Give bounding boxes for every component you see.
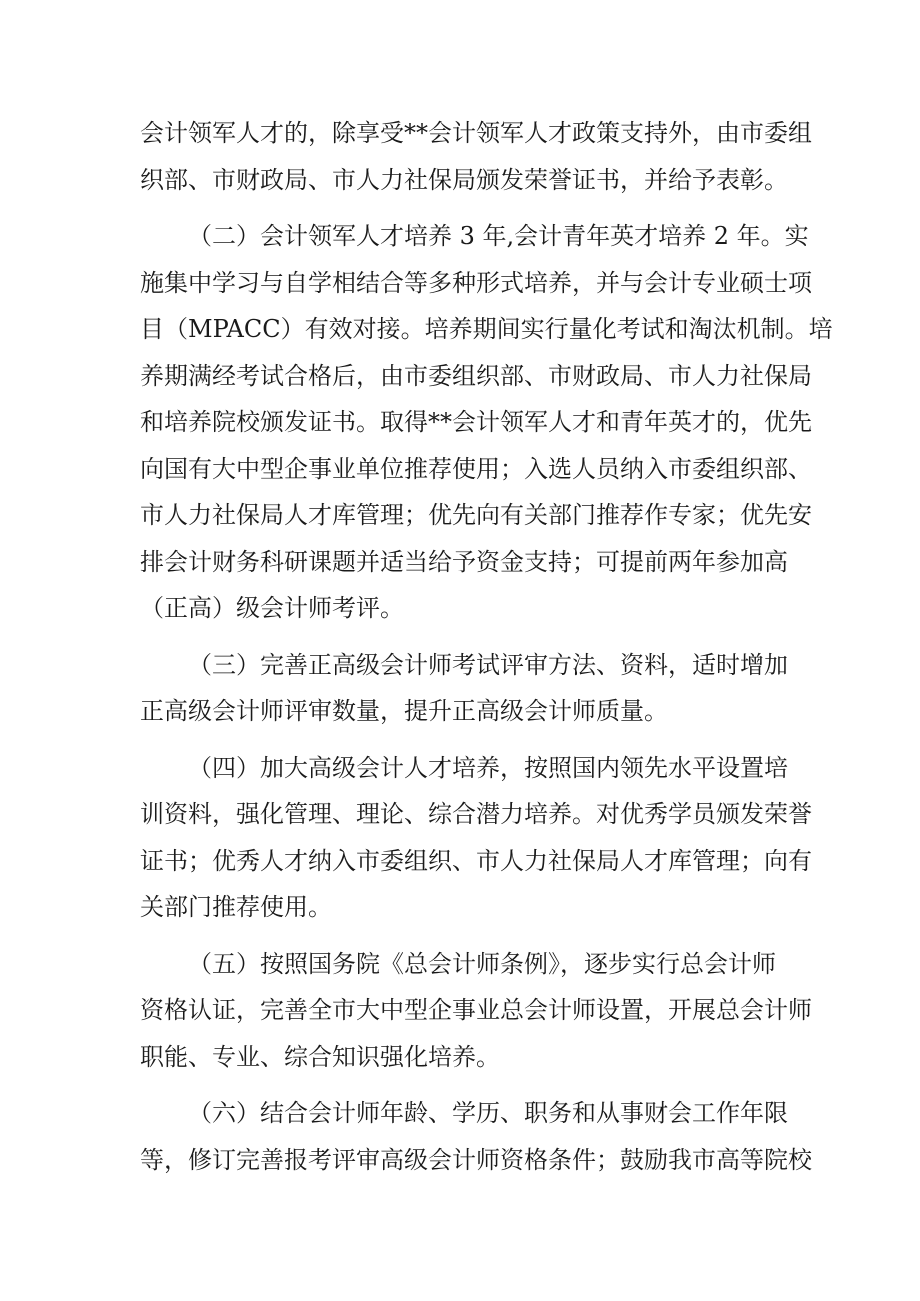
paragraph-3 [140,642,790,735]
paragraph-line: （五）按照国务院《总会计师条例》，逐步实行总会计师 [188,949,776,978]
paragraph-line: 证书；优秀人才纳入市委组织、市人力社保局人才库管理；向有 [140,846,812,875]
paragraph-line: 排会计财务科研课题并适当给予资金支持；可提前两年参加高 [140,547,788,576]
paragraph-line: 施集中学习与自学相结合等多种形式培养，并与会计专业硕士项 [140,268,812,297]
paragraph-line: （二）会计领军人才培养 3 年,会计青年英才培养 2 年。实 [188,222,809,250]
paragraph-line: （六）结合会计师年龄、学历、职务和从事财会工作年限 [188,1099,788,1127]
paragraph-line: 训资料，强化管理、理论、综合潜力培养。对优秀学员颁发荣誉 [140,800,812,828]
paragraph-line: 织部、市财政局、市人力社保局颁发荣誉证书，并给予表彰。 [140,165,788,194]
paragraph-5 [140,941,812,1081]
paragraph-line: 目（MPACC）有效对接。培养期间实行量化考试和淘汰机制。培 [140,315,833,343]
paragraph-line: 职能、专业、综合知识强化培养。 [140,1042,500,1071]
paragraph-line: 会计领军人才的，除享受**会计领军人才政策支持外，由市委组 [140,119,812,147]
paragraph-4 [140,745,812,931]
paragraph-line: 市人力社保局人才库管理；优先向有关部门推荐作专家；优先安 [140,501,812,529]
paragraph-line: （正高）级会计师考评。 [140,594,404,622]
paragraph-2 [140,213,833,632]
paragraph-line: （四）加大高级会计人才培养，按照国内领先水平设置培 [188,753,788,782]
document-body [140,110,833,1183]
paragraph-line: （三）完善正高级会计师考试评审方法、资料，适时增加 [188,650,788,679]
paragraph-line: 关部门推荐使用。 [140,893,332,921]
paragraph-line: 向国有大中型企事业单位推荐使用；入选人员纳入市委组织部、 [140,454,812,483]
paragraph-line: 资格认证，完善全市大中型企事业总会计师设置，开展总会计师 [140,996,812,1024]
paragraph-6 [140,1090,812,1183]
paragraph-line: 养期满经考试合格后，由市委组织部、市财政局、市人力社保局 [140,361,812,390]
paragraph-line: 等，修订完善报考评审高级会计师资格条件；鼓励我市高等院校 [140,1145,812,1174]
paragraph-1 [140,110,812,203]
paragraph-line: 和培养院校颁发证书。取得**会计领军人才和青年英才的，优先 [140,408,812,436]
paragraph-line: 正高级会计师评审数量，提升正高级会计师质量。 [140,697,668,725]
